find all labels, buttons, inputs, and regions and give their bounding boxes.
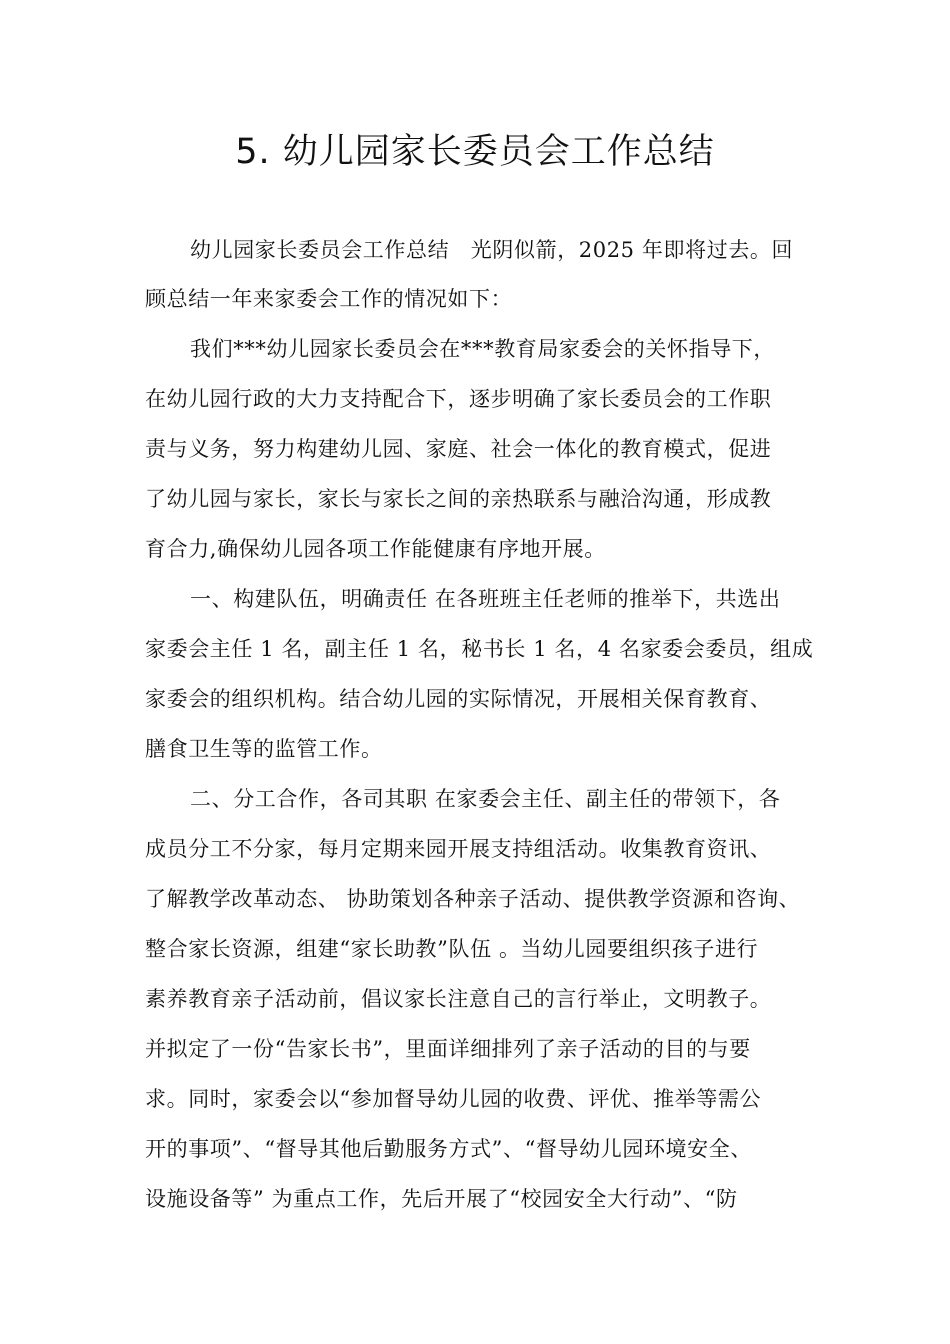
text-line: 并拟定了一份“告家长书”，里面详细排列了亲子活动的目的与要 — [145, 1037, 751, 1061]
text-line: 求。同时，家委会以“参加督导幼儿园的收费、评优、推举等需公 — [145, 1087, 762, 1111]
text-line: 整合家长资源，组建“家长助教”队伍 。当幼儿园要组织孩子进行 — [145, 937, 759, 961]
text-line: 家委会主任 1 名，副主任 1 名，秘书长 1 名，4 名家委会委员，组成 — [145, 637, 814, 661]
text-line: 开的事项”、“督导其他后勤服务方式”、“督导幼儿园环境安全、 — [145, 1137, 752, 1161]
text-line: 我们***幼儿园家长委员会在***教育局家委会的关怀指导下， — [190, 337, 775, 361]
text-line: 一、构建队伍，明确责任 在各班班主任老师的推举下，共选出 — [190, 587, 781, 611]
text-line: 成员分工不分家，每月定期来园开展支持组活动。收集教育资讯、 — [145, 837, 772, 861]
text-line: 二、分工合作，各司其职 在家委会主任、副主任的带领下，各 — [190, 787, 781, 811]
page-title: 5. 幼儿园家长委员会工作总结 — [235, 132, 715, 172]
text-line: 设施设备等” 为重点工作，先后开展了“校园安全大行动”、“防 — [145, 1187, 738, 1211]
text-line: 膳食卫生等的监管工作。 — [145, 737, 383, 761]
text-line: 顾总结一年来家委会工作的情况如下： — [145, 287, 513, 311]
text-line: 在幼儿园行政的大力支持配合下，逐步明确了家长委员会的工作职 — [145, 387, 772, 411]
text-line: 素养教育亲子活动前，倡议家长注意自己的言行举止，文明教子。 — [145, 987, 772, 1011]
text-line: 幼儿园家长委员会工作总结 光阴似箭，2025 年即将过去。回 — [190, 238, 794, 262]
text-line: 家委会的组织机构。结合幼儿园的实际情况，开展相关保育教育、 — [145, 687, 772, 711]
text-line: 责与义务，努力构建幼儿园、家庭、社会一体化的教育模式，促进 — [145, 437, 772, 461]
text-line: 了幼儿园与家长，家长与家长之间的亲热联系与融洽沟通，形成教 — [145, 487, 772, 511]
text-line: 了解教学改革动态、 协助策划各种亲子活动、提供教学资源和咨询、 — [145, 887, 801, 911]
text-line: 育合力,确保幼儿园各项工作能健康有序地开展。 — [145, 537, 606, 561]
